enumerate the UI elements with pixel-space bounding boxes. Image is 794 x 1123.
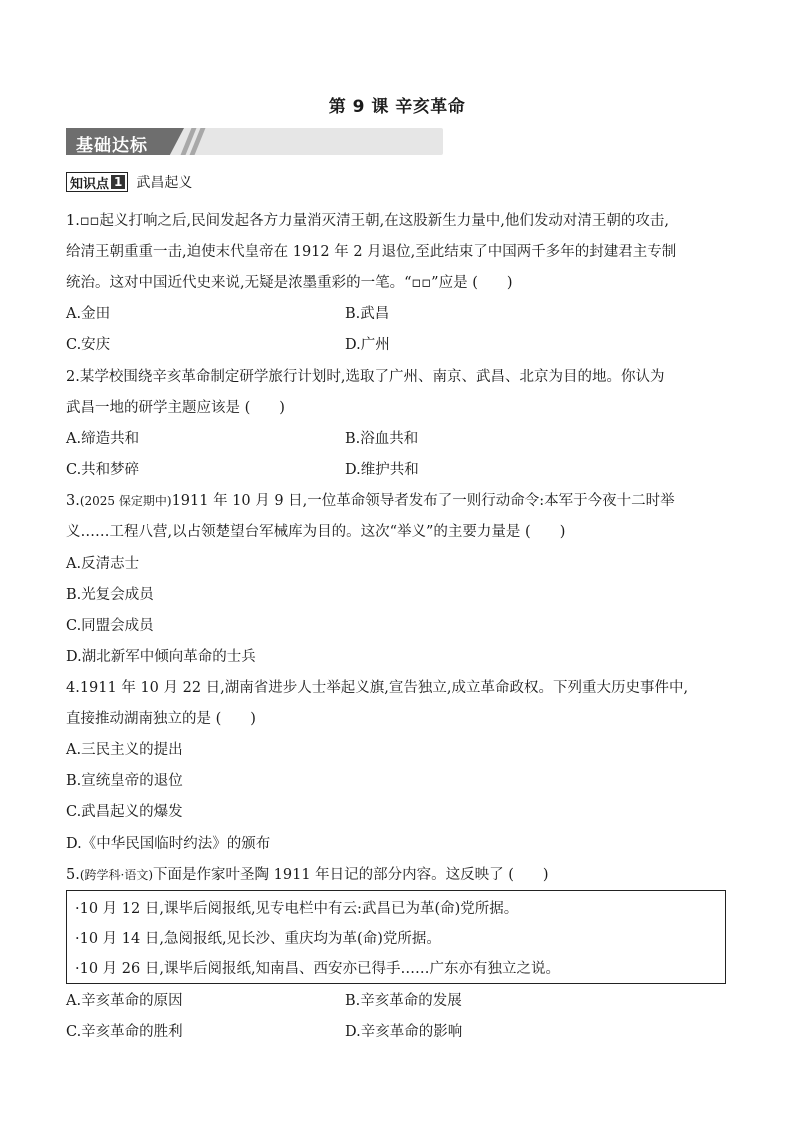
question-4-stem-line: 4.1911 年 10 月 22 日,湖南省进步人士举起义旗,宣告独立,成立革命政权。下列重大历史事件中, xyxy=(66,680,689,696)
question-2-option-c[interactable]: C.共和梦碎 xyxy=(66,462,140,478)
question-3-stem-text: 1911 年 10 月 9 日,一位革命领导者发布了一则行动命令:本军于今夜十二时举 xyxy=(171,493,675,509)
knowledge-point-number: 1 xyxy=(111,175,125,189)
diary-entry: ·10 月 26 日,课毕后阅报纸,知南昌、西安亦已得手……广东亦有独立之说。 xyxy=(75,961,561,977)
question-5-option-a[interactable]: A.辛亥革命的原因 xyxy=(66,993,183,1009)
knowledge-point-label: 知识点 xyxy=(70,176,110,192)
diary-entry: ·10 月 12 日,课毕后阅报纸,见专电栏中有云:武昌已为革(命)党所据。 xyxy=(75,901,519,917)
section-banner-label: 基础达标 xyxy=(76,136,148,156)
question-1-option-b[interactable]: B.武昌 xyxy=(345,306,390,322)
question-2-stem-line: 武昌一地的研学主题应该是 ( ) xyxy=(66,400,285,416)
question-1-option-d[interactable]: D.广州 xyxy=(345,337,390,353)
question-2-stem-line: 2.某学校围绕辛亥革命制定研学旅行计划时,选取了广州、南京、武昌、北京为目的地。你认为 xyxy=(66,369,665,385)
diary-entry: ·10 月 14 日,急阅报纸,见长沙、重庆均为革(命)党所据。 xyxy=(75,931,441,947)
question-4-option-c[interactable]: C.武昌起义的爆发 xyxy=(66,804,183,820)
question-3-option-c[interactable]: C.同盟会成员 xyxy=(66,618,154,634)
knowledge-point-topic: 武昌起义 xyxy=(136,175,193,191)
question-2-option-b[interactable]: B.浴血共和 xyxy=(345,431,419,447)
question-1-stem-line: 1.▫▫起义打响之后,民间发起各方力量消灭清王朝,在这股新生力量中,他们发动对清王朝的攻击, xyxy=(66,213,669,229)
question-4-option-d[interactable]: D.《中华民国临时约法》的颁布 xyxy=(66,836,271,852)
question-1-option-c[interactable]: C.安庆 xyxy=(66,337,111,353)
knowledge-point-badge xyxy=(66,172,128,192)
question-1-stem-line: 统治。这对中国近代史来说,无疑是浓墨重彩的一笔。“▫▫”应是 ( ) xyxy=(66,275,513,291)
question-3-stem-line: 3.(2025 保定期中)1911 年 10 月 9 日,一位革命领导者发布了一则行动命令:本军于今夜十二时举 xyxy=(66,493,675,509)
diary-excerpt-box xyxy=(66,890,726,984)
page-title: 第 9 课 辛亥革命 xyxy=(328,97,466,117)
question-5-source-tag: (跨学科·语文) xyxy=(79,868,154,882)
question-3-option-a[interactable]: A.反清志士 xyxy=(66,556,140,572)
question-4-option-a[interactable]: A.三民主义的提出 xyxy=(66,742,183,758)
question-5-option-c[interactable]: C.辛亥革命的胜利 xyxy=(66,1024,183,1040)
question-4-option-b[interactable]: B.宣统皇帝的退位 xyxy=(66,773,183,789)
question-3-source-tag: (2025 保定期中) xyxy=(79,494,172,508)
question-5-option-d[interactable]: D.辛亥革命的影响 xyxy=(345,1024,463,1040)
question-3-stem-line: 义……工程八营,以占领楚望台军械库为目的。这次“举义”的主要力量是 ( ) xyxy=(66,524,566,540)
question-1-stem-line: 给清王朝重重一击,迫使末代皇帝在 1912 年 2 月退位,至此结束了中国两千多年的封建君主专制 xyxy=(66,244,677,260)
question-1-option-a[interactable]: A.金田 xyxy=(66,306,111,322)
question-2-option-d[interactable]: D.维护共和 xyxy=(345,462,419,478)
question-2-option-a[interactable]: A.缔造共和 xyxy=(66,431,140,447)
section-banner xyxy=(66,128,443,155)
question-3-option-b[interactable]: B.光复会成员 xyxy=(66,587,154,603)
knowledge-point-header xyxy=(66,172,192,192)
question-4-stem-line: 直接推动湖南独立的是 ( ) xyxy=(66,711,256,727)
question-5-option-b[interactable]: B.辛亥革命的发展 xyxy=(345,993,462,1009)
question-5-stem-line: 5.(跨学科·语文)下面是作家叶圣陶 1911 年日记的部分内容。这反映了 ( ) xyxy=(66,867,549,883)
question-5-stem-text: 下面是作家叶圣陶 1911 年日记的部分内容。这反映了 ( ) xyxy=(153,867,549,883)
question-3-option-d[interactable]: D.湖北新军中倾向革命的士兵 xyxy=(66,649,256,665)
